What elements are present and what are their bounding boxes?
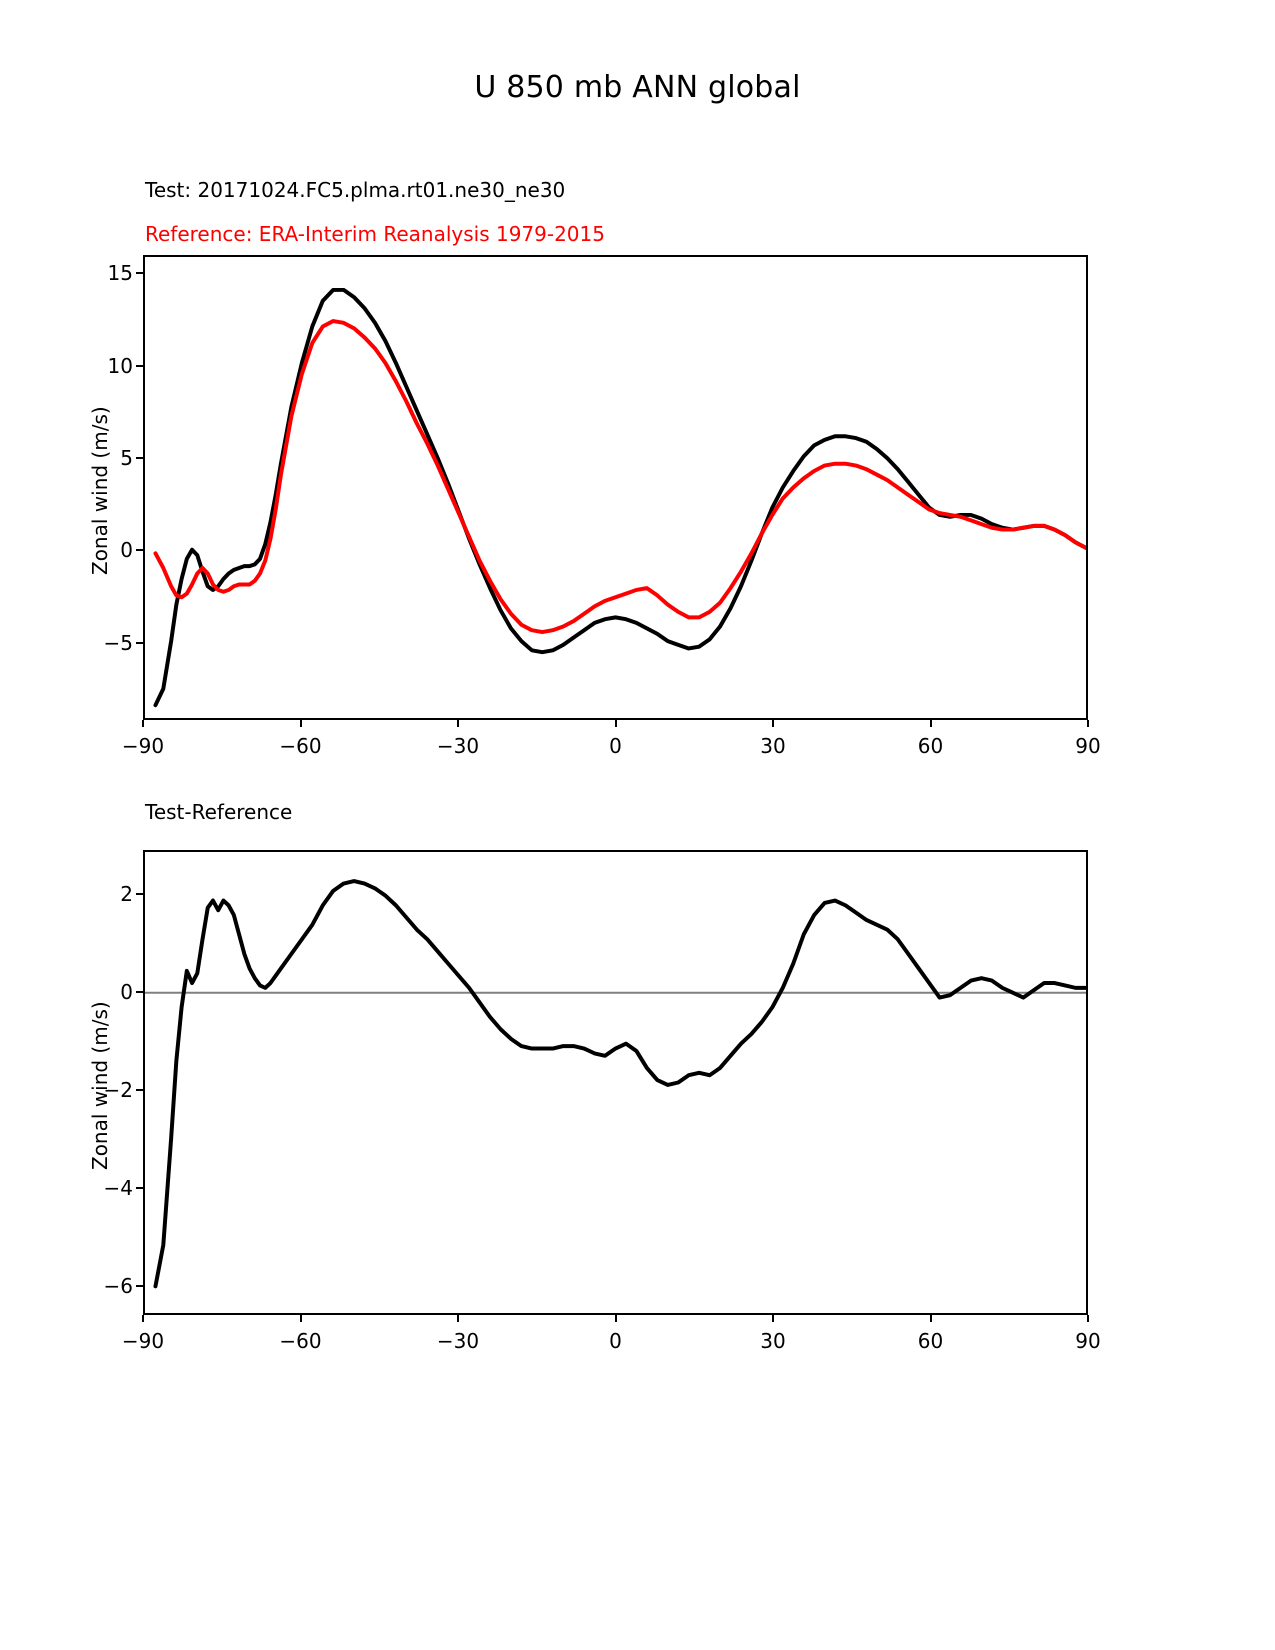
- x-tick-mark: [772, 720, 774, 727]
- x-tick-label: 0: [609, 734, 622, 758]
- y-tick-mark: [136, 365, 143, 367]
- x-tick-label: −60: [279, 734, 322, 758]
- x-tick-label: −60: [279, 1329, 322, 1353]
- reference-legend-label: Reference: ERA-Interim Reanalysis 1979-2015: [145, 222, 605, 246]
- y-tick-label: 0: [120, 979, 133, 1004]
- y-tick-label: 10: [107, 353, 133, 378]
- y-tick-mark: [136, 1187, 143, 1189]
- main-y-axis-label: Zonal wind (m/s): [88, 406, 112, 575]
- series-line-0: [155, 881, 1086, 1286]
- x-tick-mark: [457, 720, 459, 727]
- series-line-0: [155, 290, 1086, 705]
- x-tick-mark: [457, 1315, 459, 1322]
- test-legend-label: Test: 20171024.FC5.plma.rt01.ne30_ne30: [145, 178, 566, 202]
- x-tick-label: 30: [760, 1329, 786, 1353]
- x-tick-label: 60: [917, 734, 944, 758]
- diff-plot-area: [143, 850, 1088, 1315]
- y-tick-mark: [136, 457, 143, 459]
- x-tick-mark: [930, 1315, 932, 1322]
- x-tick-mark: [142, 1315, 144, 1322]
- x-tick-label: −90: [121, 734, 165, 758]
- main-plot-area: [143, 255, 1088, 720]
- y-tick-label: −5: [103, 630, 133, 655]
- y-tick-label: 5: [120, 445, 133, 470]
- y-tick-label: 2: [120, 882, 133, 907]
- x-tick-label: 90: [1075, 1329, 1101, 1353]
- y-tick-label: −2: [103, 1077, 133, 1102]
- x-tick-mark: [300, 1315, 302, 1322]
- y-tick-label: −4: [103, 1175, 133, 1200]
- y-tick-mark: [136, 991, 143, 993]
- x-tick-label: 90: [1075, 734, 1101, 758]
- x-tick-mark: [1087, 1315, 1089, 1322]
- x-tick-label: 30: [760, 734, 786, 758]
- x-tick-mark: [142, 720, 144, 727]
- x-tick-label: −30: [436, 1329, 480, 1353]
- x-tick-mark: [300, 720, 302, 727]
- diff-y-axis-label: Zonal wind (m/s): [88, 1001, 112, 1170]
- y-tick-mark: [136, 1089, 143, 1091]
- y-tick-mark: [136, 642, 143, 644]
- main-plot-canvas: [145, 257, 1086, 718]
- y-tick-mark: [136, 272, 143, 274]
- series-line-1: [155, 321, 1086, 632]
- y-tick-label: 15: [107, 261, 133, 286]
- x-tick-label: −30: [436, 734, 480, 758]
- page-title: U 850 mb ANN global: [474, 70, 801, 105]
- y-tick-mark: [136, 549, 143, 551]
- x-tick-mark: [1087, 720, 1089, 727]
- x-tick-mark: [930, 720, 932, 727]
- x-tick-label: −90: [121, 1329, 165, 1353]
- x-tick-mark: [772, 1315, 774, 1322]
- diff-plot-label: Test-Reference: [145, 800, 293, 824]
- y-tick-label: 0: [120, 538, 133, 563]
- y-tick-label: −6: [103, 1273, 133, 1298]
- x-tick-label: 0: [609, 1329, 622, 1353]
- y-tick-mark: [136, 1285, 143, 1287]
- x-tick-mark: [615, 1315, 617, 1322]
- y-tick-mark: [136, 893, 143, 895]
- x-tick-mark: [615, 720, 617, 727]
- x-tick-label: 60: [917, 1329, 944, 1353]
- diff-plot-canvas: [145, 852, 1086, 1313]
